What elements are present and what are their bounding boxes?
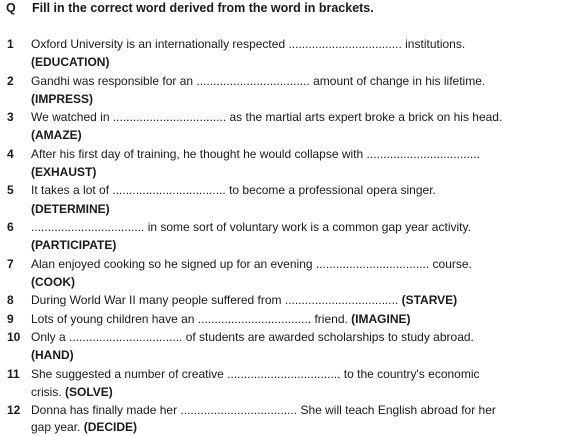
item-number: 11	[7, 367, 20, 381]
item-10-line-2	[0, 346, 562, 364]
item-number: 1	[7, 37, 14, 51]
word-hint: (EDUCATION)	[31, 55, 110, 69]
sentence-text: Alan enjoyed cooking so he signed up for an evening .................................. course.	[31, 257, 472, 271]
item-number: 6	[7, 220, 14, 234]
sentence-row	[31, 418, 137, 436]
question-label: Q	[6, 1, 16, 15]
sentence-row	[31, 291, 457, 309]
item-11-line-2	[0, 383, 562, 401]
item-number: 8	[7, 293, 14, 307]
word-hint: (COOK)	[31, 275, 75, 289]
item-number: 12	[7, 403, 21, 417]
item-3-line-1	[0, 108, 562, 126]
sentence-text: Oxford University is an internationally respected .................................. institutions.	[31, 37, 466, 51]
item-3-line-2	[0, 126, 562, 144]
item-number: 10	[7, 330, 21, 344]
sentence-text: Gandhi was responsible for an .................................. amount of change in his lifetime.	[31, 74, 486, 88]
item-9-line-1	[0, 310, 562, 328]
item-number: 5	[7, 183, 14, 197]
item-5-line-1	[0, 181, 562, 199]
word-hint: (IMAGINE)	[351, 312, 411, 326]
item-7-line-2	[0, 273, 562, 291]
item-1-line-1	[0, 35, 562, 53]
sentence-text: .................................. in some sort of voluntary work is a common gap year activity.	[31, 220, 471, 234]
sentence-text: We watched in .................................. as the martial arts expert broke a brick on his head.	[31, 110, 503, 124]
item-10-line-1	[0, 328, 562, 346]
item-6-line-2	[0, 236, 562, 254]
sentence-text: After his first day of training, he thought he would collapse with ..................................	[31, 147, 480, 161]
item-7-line-1	[0, 255, 562, 273]
word-hint: (DETERMINE)	[31, 202, 110, 216]
item-4-line-1	[0, 145, 562, 163]
item-1-line-2	[0, 53, 562, 71]
word-hint: (SOLVE)	[65, 385, 113, 399]
sentence-text: During World War II many people suffered from ..................................	[31, 293, 399, 307]
instruction-text: Fill in the correct word derived from the word in brackets.	[32, 1, 374, 15]
item-12-line-1	[0, 401, 562, 419]
item-8-line-1	[0, 291, 562, 309]
item-6-line-1	[0, 218, 562, 236]
word-hint: (EXHAUST)	[31, 165, 97, 179]
item-2-line-2	[0, 90, 562, 108]
word-hint: (DECIDE)	[83, 420, 138, 434]
item-5-line-2	[0, 200, 562, 218]
sentence-text: Lots of young children have an .................................. friend.	[31, 312, 348, 326]
sentence-text: Donna has finally made her ................................... She will teach English abroad for her	[31, 403, 496, 417]
item-number: 4	[7, 147, 14, 161]
sentence-text: Only a .................................. of students are awarded scholarships to study abroad.	[31, 330, 474, 344]
item-4-line-2	[0, 163, 562, 181]
sentence-text: crisis.	[31, 385, 62, 399]
sentence-text: gap year.	[31, 420, 81, 434]
sentence-row	[31, 310, 411, 328]
item-11-line-1	[0, 365, 562, 383]
word-hint: (HAND)	[31, 348, 74, 362]
item-12-line-2	[0, 418, 562, 436]
sentence-text: She suggested a number of creative .................................. to the country's economic	[31, 367, 480, 381]
item-number: 9	[7, 312, 14, 326]
sentence-row	[31, 383, 113, 401]
item-number: 7	[7, 257, 14, 271]
item-number: 3	[7, 110, 14, 124]
word-hint: (IMPRESS)	[31, 92, 94, 106]
word-hint: (AMAZE)	[31, 128, 82, 142]
word-hint: (PARTICIPATE)	[31, 238, 117, 252]
sentence-text: It takes a lot of .................................. to become a professional opera singer.	[31, 183, 436, 197]
item-number: 2	[7, 74, 14, 88]
item-2-line-1	[0, 72, 562, 90]
word-hint: (STARVE)	[401, 293, 458, 307]
